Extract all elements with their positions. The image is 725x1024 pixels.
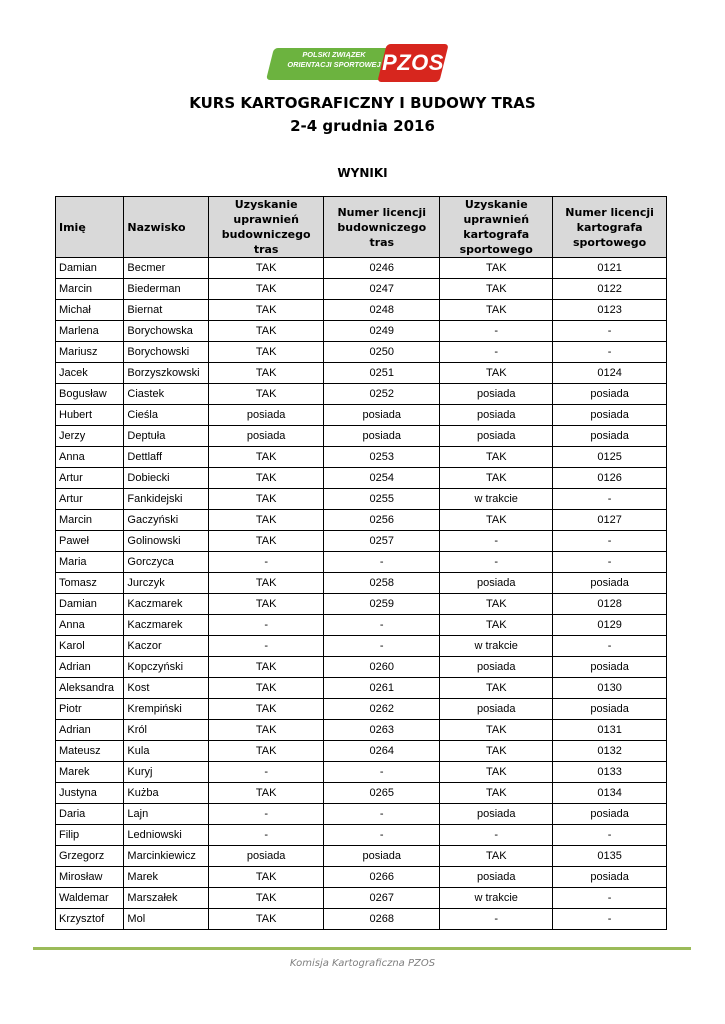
cartographer-license-cell: - (553, 909, 667, 930)
table-row (56, 846, 667, 867)
course-designer-license-cell: 0251 (324, 363, 440, 384)
cartographer-license-cell: posiada (553, 657, 667, 678)
course-designer-qualification-cell: TAK (209, 909, 324, 930)
first-name-cell: Tomasz (56, 573, 124, 594)
logo-abbr: PZOS (382, 50, 444, 75)
cartographer-qualification-cell: w trakcie (440, 636, 553, 657)
table-row (56, 741, 667, 762)
cartographer-qualification-cell: - (440, 321, 553, 342)
cartographer-license-cell: 0121 (553, 258, 667, 279)
document-title: KURS KARTOGRAFICZNY I BUDOWY TRAS (189, 94, 536, 112)
first-name-cell: Maria (56, 552, 124, 573)
course-designer-qualification-cell: - (209, 825, 324, 846)
cartographer-license-cell: 0130 (553, 678, 667, 699)
last-name-cell: Cieśla (124, 405, 209, 426)
table-row (56, 678, 667, 699)
course-designer-qualification-cell: TAK (209, 888, 324, 909)
last-name-cell: Ledniowski (124, 825, 209, 846)
last-name-cell: Dettlaff (124, 447, 209, 468)
header-cartographer-license: Numer licencji kartografa sportowego (553, 197, 667, 258)
table-row (56, 489, 667, 510)
table-row (56, 636, 667, 657)
logo-org-line1: POLSKI ZWIĄZEK (302, 50, 366, 59)
table-row (56, 657, 667, 678)
cartographer-qualification-cell: TAK (440, 468, 553, 489)
cartographer-license-cell: - (553, 636, 667, 657)
last-name-cell: Kaczor (124, 636, 209, 657)
course-designer-qualification-cell: posiada (209, 405, 324, 426)
table-row (56, 615, 667, 636)
course-designer-qualification-cell: - (209, 762, 324, 783)
course-designer-license-cell: 0264 (324, 741, 440, 762)
cartographer-qualification-cell: TAK (440, 615, 553, 636)
last-name-cell: Mol (124, 909, 209, 930)
cartographer-license-cell: - (553, 489, 667, 510)
course-designer-license-cell: 0265 (324, 783, 440, 804)
course-designer-license-cell: posiada (324, 405, 440, 426)
document-dates: 2-4 grudnia 2016 (290, 117, 435, 135)
cartographer-license-cell: posiada (553, 573, 667, 594)
table-row (56, 405, 667, 426)
last-name-cell: Borzyszkowski (124, 363, 209, 384)
cartographer-license-cell: - (553, 342, 667, 363)
last-name-cell: Golinowski (124, 531, 209, 552)
cartographer-license-cell: 0133 (553, 762, 667, 783)
cartographer-qualification-cell: posiada (440, 384, 553, 405)
first-name-cell: Adrian (56, 720, 124, 741)
course-designer-qualification-cell: - (209, 636, 324, 657)
last-name-cell: Kaczmarek (124, 615, 209, 636)
cartographer-license-cell: posiada (553, 426, 667, 447)
cartographer-qualification-cell: TAK (440, 258, 553, 279)
course-designer-license-cell: 0248 (324, 300, 440, 321)
cartographer-license-cell: 0123 (553, 300, 667, 321)
last-name-cell: Borychowska (124, 321, 209, 342)
first-name-cell: Marcin (56, 510, 124, 531)
cartographer-license-cell: 0135 (553, 846, 667, 867)
last-name-cell: Biernat (124, 300, 209, 321)
course-designer-license-cell: 0260 (324, 657, 440, 678)
cartographer-qualification-cell: - (440, 552, 553, 573)
course-designer-license-cell: 0256 (324, 510, 440, 531)
table-row (56, 783, 667, 804)
cartographer-license-cell: posiada (553, 699, 667, 720)
course-designer-license-cell: 0249 (324, 321, 440, 342)
course-designer-qualification-cell: - (209, 804, 324, 825)
table-body (56, 258, 667, 930)
first-name-cell: Anna (56, 615, 124, 636)
last-name-cell: Kopczyński (124, 657, 209, 678)
course-designer-qualification-cell: TAK (209, 447, 324, 468)
course-designer-qualification-cell: TAK (209, 384, 324, 405)
logo-org-line2: ORIENTACJI SPORTOWEJ (287, 60, 381, 69)
course-designer-license-cell: 0258 (324, 573, 440, 594)
table-row (56, 762, 667, 783)
cartographer-license-cell: 0125 (553, 447, 667, 468)
course-designer-license-cell: - (324, 804, 440, 825)
course-designer-license-cell: 0263 (324, 720, 440, 741)
first-name-cell: Krzysztof (56, 909, 124, 930)
header-cartographer-qualification: Uzyskanie uprawnień kartografa sportowego (440, 197, 553, 258)
course-designer-qualification-cell: TAK (209, 489, 324, 510)
table-row (56, 447, 667, 468)
table-row (56, 300, 667, 321)
first-name-cell: Waldemar (56, 888, 124, 909)
first-name-cell: Hubert (56, 405, 124, 426)
cartographer-license-cell: 0127 (553, 510, 667, 531)
course-designer-qualification-cell: TAK (209, 531, 324, 552)
first-name-cell: Grzegorz (56, 846, 124, 867)
course-designer-license-cell: - (324, 636, 440, 657)
course-designer-qualification-cell: posiada (209, 846, 324, 867)
table-row (56, 804, 667, 825)
course-designer-qualification-cell: TAK (209, 678, 324, 699)
table-row (56, 825, 667, 846)
cartographer-qualification-cell: TAK (440, 447, 553, 468)
course-designer-license-cell: 0254 (324, 468, 440, 489)
last-name-cell: Lajn (124, 804, 209, 825)
last-name-cell: Kuryj (124, 762, 209, 783)
course-designer-qualification-cell: TAK (209, 573, 324, 594)
table-row (56, 909, 667, 930)
first-name-cell: Daria (56, 804, 124, 825)
course-designer-license-cell: 0268 (324, 909, 440, 930)
course-designer-qualification-cell: TAK (209, 279, 324, 300)
cartographer-qualification-cell: TAK (440, 300, 553, 321)
last-name-cell: Becmer (124, 258, 209, 279)
header-first-name: Imię (56, 197, 124, 258)
cartographer-qualification-cell: TAK (440, 783, 553, 804)
course-designer-license-cell: - (324, 615, 440, 636)
last-name-cell: Marek (124, 867, 209, 888)
course-designer-qualification-cell: posiada (209, 426, 324, 447)
table-row (56, 279, 667, 300)
course-designer-license-cell: 0261 (324, 678, 440, 699)
first-name-cell: Mateusz (56, 741, 124, 762)
first-name-cell: Mariusz (56, 342, 124, 363)
last-name-cell: Kużba (124, 783, 209, 804)
cartographer-license-cell: posiada (553, 405, 667, 426)
cartographer-qualification-cell: posiada (440, 573, 553, 594)
cartographer-license-cell: - (553, 552, 667, 573)
cartographer-qualification-cell: posiada (440, 867, 553, 888)
course-designer-license-cell: 0262 (324, 699, 440, 720)
course-designer-license-cell: - (324, 552, 440, 573)
logo-org-name (284, 50, 384, 70)
course-designer-qualification-cell: TAK (209, 363, 324, 384)
cartographer-qualification-cell: - (440, 909, 553, 930)
first-name-cell: Marcin (56, 279, 124, 300)
cartographer-qualification-cell: - (440, 531, 553, 552)
course-designer-qualification-cell: TAK (209, 258, 324, 279)
course-designer-qualification-cell: TAK (209, 741, 324, 762)
course-designer-license-cell: 0255 (324, 489, 440, 510)
cartographer-license-cell: posiada (553, 804, 667, 825)
last-name-cell: Marcinkiewicz (124, 846, 209, 867)
last-name-cell: Kost (124, 678, 209, 699)
header-last-name: Nazwisko (124, 197, 209, 258)
first-name-cell: Karol (56, 636, 124, 657)
course-designer-qualification-cell: TAK (209, 321, 324, 342)
first-name-cell: Jerzy (56, 426, 124, 447)
course-designer-license-cell: 0259 (324, 594, 440, 615)
first-name-cell: Anna (56, 447, 124, 468)
pzos-logo (270, 44, 448, 82)
last-name-cell: Gorczyca (124, 552, 209, 573)
course-designer-qualification-cell: TAK (209, 342, 324, 363)
section-subtitle: WYNIKI (337, 166, 388, 180)
last-name-cell: Biederman (124, 279, 209, 300)
course-designer-license-cell: 0266 (324, 867, 440, 888)
table-row (56, 699, 667, 720)
course-designer-license-cell: posiada (324, 426, 440, 447)
first-name-cell: Marek (56, 762, 124, 783)
cartographer-license-cell: - (553, 321, 667, 342)
cartographer-qualification-cell: TAK (440, 741, 553, 762)
table-row (56, 888, 667, 909)
cartographer-qualification-cell: TAK (440, 720, 553, 741)
table-row (56, 384, 667, 405)
course-designer-qualification-cell: TAK (209, 510, 324, 531)
cartographer-qualification-cell: w trakcie (440, 888, 553, 909)
first-name-cell: Piotr (56, 699, 124, 720)
last-name-cell: Gaczyński (124, 510, 209, 531)
cartographer-qualification-cell: - (440, 825, 553, 846)
last-name-cell: Deptuła (124, 426, 209, 447)
header-course-designer-qualification: Uzyskanie uprawnień budowniczego tras (209, 197, 324, 258)
course-designer-license-cell: - (324, 825, 440, 846)
cartographer-qualification-cell: TAK (440, 363, 553, 384)
course-designer-qualification-cell: TAK (209, 300, 324, 321)
cartographer-license-cell: 0129 (553, 615, 667, 636)
cartographer-qualification-cell: posiada (440, 804, 553, 825)
course-designer-qualification-cell: TAK (209, 468, 324, 489)
first-name-cell: Artur (56, 468, 124, 489)
last-name-cell: Kaczmarek (124, 594, 209, 615)
first-name-cell: Adrian (56, 657, 124, 678)
cartographer-qualification-cell: posiada (440, 699, 553, 720)
last-name-cell: Kula (124, 741, 209, 762)
cartographer-qualification-cell: w trakcie (440, 489, 553, 510)
first-name-cell: Marlena (56, 321, 124, 342)
cartographer-qualification-cell: TAK (440, 510, 553, 531)
first-name-cell: Filip (56, 825, 124, 846)
first-name-cell: Bogusław (56, 384, 124, 405)
course-designer-qualification-cell: - (209, 615, 324, 636)
course-designer-qualification-cell: - (209, 552, 324, 573)
table-row (56, 552, 667, 573)
course-designer-license-cell: 0250 (324, 342, 440, 363)
table-row (56, 468, 667, 489)
course-designer-qualification-cell: TAK (209, 699, 324, 720)
course-designer-license-cell: - (324, 762, 440, 783)
first-name-cell: Artur (56, 489, 124, 510)
table-row (56, 510, 667, 531)
course-designer-qualification-cell: TAK (209, 594, 324, 615)
table-row (56, 573, 667, 594)
cartographer-license-cell: - (553, 888, 667, 909)
footer-text: Komisja Kartograficzna PZOS (289, 958, 436, 969)
cartographer-license-cell: 0134 (553, 783, 667, 804)
table-row (56, 867, 667, 888)
first-name-cell: Damian (56, 258, 124, 279)
cartographer-qualification-cell: posiada (440, 405, 553, 426)
last-name-cell: Krempiński (124, 699, 209, 720)
table-header-row (56, 197, 667, 258)
cartographer-qualification-cell: - (440, 342, 553, 363)
table-row (56, 258, 667, 279)
course-designer-qualification-cell: TAK (209, 657, 324, 678)
cartographer-license-cell: 0126 (553, 468, 667, 489)
last-name-cell: Marszałek (124, 888, 209, 909)
cartographer-license-cell: posiada (553, 867, 667, 888)
course-designer-license-cell: 0252 (324, 384, 440, 405)
first-name-cell: Aleksandra (56, 678, 124, 699)
cartographer-qualification-cell: TAK (440, 846, 553, 867)
cartographer-license-cell: 0132 (553, 741, 667, 762)
course-designer-license-cell: posiada (324, 846, 440, 867)
table-row (56, 342, 667, 363)
cartographer-license-cell: 0128 (553, 594, 667, 615)
last-name-cell: Ciastek (124, 384, 209, 405)
course-designer-qualification-cell: TAK (209, 867, 324, 888)
footer-divider (33, 947, 691, 950)
course-designer-license-cell: 0246 (324, 258, 440, 279)
table-row (56, 321, 667, 342)
cartographer-license-cell: - (553, 825, 667, 846)
last-name-cell: Jurczyk (124, 573, 209, 594)
cartographer-qualification-cell: TAK (440, 678, 553, 699)
table-row (56, 363, 667, 384)
course-designer-license-cell: 0267 (324, 888, 440, 909)
first-name-cell: Justyna (56, 783, 124, 804)
last-name-cell: Dobiecki (124, 468, 209, 489)
cartographer-license-cell: 0124 (553, 363, 667, 384)
cartographer-qualification-cell: posiada (440, 657, 553, 678)
cartographer-qualification-cell: posiada (440, 426, 553, 447)
cartographer-qualification-cell: TAK (440, 762, 553, 783)
header-course-designer-license: Numer licencji budowniczego tras (324, 197, 440, 258)
first-name-cell: Paweł (56, 531, 124, 552)
first-name-cell: Mirosław (56, 867, 124, 888)
course-designer-qualification-cell: TAK (209, 720, 324, 741)
cartographer-license-cell: - (553, 531, 667, 552)
last-name-cell: Borychowski (124, 342, 209, 363)
last-name-cell: Fankidejski (124, 489, 209, 510)
first-name-cell: Damian (56, 594, 124, 615)
first-name-cell: Michał (56, 300, 124, 321)
cartographer-license-cell: posiada (553, 384, 667, 405)
course-designer-license-cell: 0257 (324, 531, 440, 552)
table-row (56, 426, 667, 447)
cartographer-license-cell: 0131 (553, 720, 667, 741)
cartographer-qualification-cell: TAK (440, 594, 553, 615)
course-designer-license-cell: 0247 (324, 279, 440, 300)
course-designer-license-cell: 0253 (324, 447, 440, 468)
cartographer-qualification-cell: TAK (440, 279, 553, 300)
table-row (56, 531, 667, 552)
table-row (56, 720, 667, 741)
table-row (56, 594, 667, 615)
course-designer-qualification-cell: TAK (209, 783, 324, 804)
cartographer-license-cell: 0122 (553, 279, 667, 300)
results-table (55, 196, 667, 930)
first-name-cell: Jacek (56, 363, 124, 384)
last-name-cell: Król (124, 720, 209, 741)
